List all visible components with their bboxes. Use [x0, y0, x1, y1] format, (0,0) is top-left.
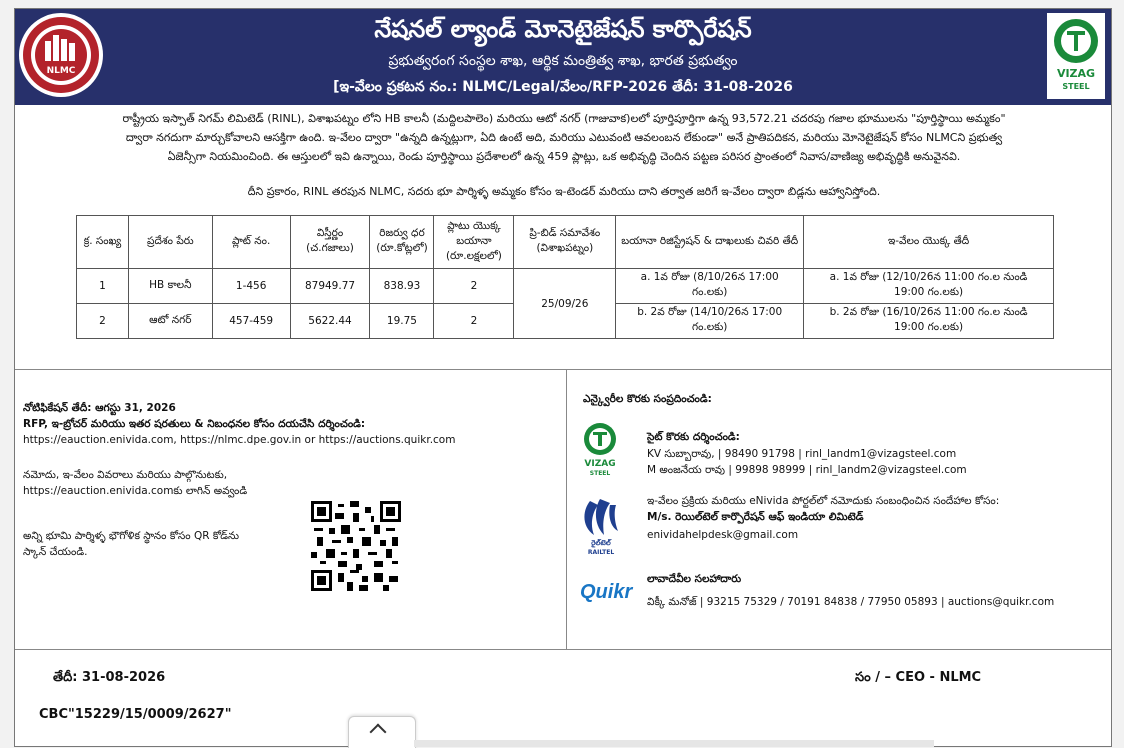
intro-paragraph [27, 109, 1101, 166]
cell-sno: 1 [77, 269, 129, 304]
cell-registration-a [616, 269, 804, 304]
cell-plot: 457-459 [212, 304, 290, 339]
railtel-logo-icon [580, 497, 622, 557]
cell-registration-b [616, 304, 804, 339]
notice-header [15, 9, 1111, 105]
cell-plot: 1-456 [212, 269, 290, 304]
notification-date: నోటిఫికేషన్ తేదీ: ఆగస్టు 31, 2026 [23, 402, 176, 414]
quikr-logo-icon [580, 581, 640, 611]
horizontal-scrollbar[interactable] [414, 740, 934, 747]
qr-code-icon [311, 501, 401, 591]
vizag-small-logo-sub: STEEL [589, 470, 611, 477]
footer-cbc-code: CBC"15229/15/0009/2627" [39, 707, 232, 722]
col-header-area: విస్తీర్ణం (చ.గజాలు) [290, 216, 370, 269]
qr-instruction-2: స్కాన్ చేయండి. [23, 546, 88, 558]
intro-line-2: ద్వారా నగదుగా మార్చుకోవాలని ఆసక్తిగా ఉంది. ఇ-వేలం ద్వారా "ఉన్నది ఉన్నట్లుగా, ఏది ఉంటే అది, మరియు ఎటువంటి ఆవలంబన లేకుండా" అనే ప్రాతిపదికన, మరియు మోనెటైజేషన్ కోసం NLMCని ప్రభుత్వ [125, 131, 1003, 144]
cell-location: HB కాలనీ [128, 269, 212, 304]
cell-auction-a [804, 269, 1054, 304]
rfp-line: RFP, ఇ-బ్రోచర్ మరియు ఇతర షరతులు & నిబంధనల కోసం దయచేసి దర్శించండి: [23, 418, 366, 430]
col-header-auction-date: ఇ-వేలం యొక్క తేదీ [804, 216, 1054, 269]
col-header-sno: క్ర. సంఖ్య [77, 216, 129, 269]
cell-area: 5622.44 [290, 304, 370, 339]
footer-date: తేదీ: 31-08-2026 [53, 670, 166, 685]
cell-sno: 2 [77, 304, 129, 339]
reg-a-line2: గం.లకు) [691, 286, 728, 298]
contact-row-2: M అంజనేయ రావు | 99898 98999 | rinl_landm2@vizagsteel.com [647, 464, 967, 476]
cell-emd: 2 [434, 269, 514, 304]
auc-b-line1: b. 2వ రోజు (16/10/26న 11:00 గం.ల నుండి [829, 306, 1028, 318]
cell-prebid: 25/09/26 [514, 269, 616, 339]
advisor-contact: విక్కీ మనోజ్ | 93215 75329 / 70191 84838 / 77950 05893 | auctions@quikr.com [647, 596, 1055, 608]
auction-links[interactable]: https://eauction.enivida.com, https://nlmc.dpe.gov.in or https://auctions.quikr.com [23, 434, 456, 446]
page-subtitle: ప్రభుత్వరంగ సంస్థల శాఖ, ఆర్థిక మంత్రిత్వ శాఖ, భారత ప్రభుత్వం [388, 53, 738, 69]
scroll-up-button[interactable] [348, 716, 416, 748]
cell-reserve: 838.93 [370, 269, 434, 304]
cell-area: 87949.77 [290, 269, 370, 304]
enquiry-heading: ఎన్క్వైరీల కొరకు సంప్రదించండి: [583, 393, 712, 405]
page-title: నేషనల్ ల్యాండ్ మోనెటైజేషన్ కార్పొరేషన్ [374, 15, 752, 43]
railtel-description: ఇ-వేలం ప్రక్రియ మరియు eNivida పోర్టల్‌లో నమోదుకు సంబంధించిన సందేహాల కోసం: [647, 495, 1000, 507]
vizag-logo-text: VIZAG [1056, 67, 1096, 80]
vizag-steel-small-logo-icon [580, 421, 620, 479]
qr-instruction-1: అన్ని భూమి పార్శిళ్ళ భౌగోళిక స్థానం కోసం QR కోడ్‌ను [23, 530, 240, 542]
section-divider [15, 369, 1111, 370]
chevron-up-icon [370, 724, 387, 741]
auction-notice-page [14, 8, 1112, 747]
footer-divider [15, 649, 1111, 650]
table-header-row [77, 216, 1054, 269]
railtel-logo-label: రైల్‌టెల్ [591, 539, 611, 547]
col-header-registration: బయానా రిజిస్ట్రేషన్ & దాఖలుకు చివరి తేదీ [616, 216, 804, 269]
reg-b-line1: b. 2వ రోజు (14/10/26న 17:00 [637, 306, 783, 318]
site-visit-label: సైట్ కొరకు దర్శించండి: [647, 431, 740, 443]
contact-row-1: KV సుబ్బారావు, | 98490 91798 | rinl_landm1@vizagsteel.com [647, 448, 957, 460]
nlmc-logo-text: NLMC [46, 66, 76, 76]
reg-a-line1: a. 1వ రోజు (8/10/26న 17:00 [640, 271, 779, 283]
cell-emd: 2 [434, 304, 514, 339]
advisor-title: లావాదేవీల సలహాదారు [647, 573, 742, 585]
cell-reserve: 19.75 [370, 304, 434, 339]
railtel-org: M/s. రెయిల్‌టెల్ కార్పొరేషన్ ఆఫ్ ఇండియా లిమిటెడ్ [647, 511, 864, 523]
intro-line-3: ఏజెన్సీగా నియమించింది. ఈ ఆస్తులలో ఇవి ఉన్నాయి, రెండు పూర్తిస్థాయి ప్రదేశాలలో ఉన్న 459 ప్లాట్లు, ఒక అభివృద్ధి చెందిన పట్టణ పరిసర ప్రాంతంలో నివాస/వాణిజ్య అభివృద్ధికి అనువైనవి. [167, 150, 961, 163]
enivida-login-link[interactable]: https://eauction.enivida.comకు లాగిన్ అవ్వండి [23, 485, 248, 497]
vizag-small-logo-text: VIZAG [584, 459, 616, 469]
reg-b-line2: గం.లకు) [691, 321, 728, 333]
intro-line-1: రాష్ట్రీయ ఇస్పాత్ నిగమ్ లిమిటెడ్ (RINL), విశాఖపట్నం లోని HB కాలనీ (మద్దిలపాలెం) మరియు ఆటో నగర్ (గాజువాక)లలో పూర్తిపూర్తిగా ఉన్న 93,572.21 చదరపు గజాల భూములను "పూర్తిస్థాయి అమ్మకం" [122, 112, 1006, 125]
col-header-reserve: రిజర్వు ధర (రూ.కోట్లలో) [370, 216, 434, 269]
col-header-location: ప్రదేశం పేరు [128, 216, 212, 269]
railtel-logo-sub: RAILTEL [587, 549, 615, 556]
table-row [77, 269, 1054, 304]
auc-a-line1: a. 1వ రోజు (12/10/26న 11:00 గం.ల నుండి [829, 271, 1028, 283]
plots-table [76, 215, 1054, 339]
auc-a-line2: 19:00 గం.లకు) [894, 286, 964, 298]
notice-number: [ఇ-వేలం ప్రకటన నం.: NLMC/Legal/వేలం/RFP-2026 తేదీ: 31-08-2026 [333, 79, 793, 95]
cell-location: ఆటో నగర్ [128, 304, 212, 339]
auc-b-line2: 19:00 గం.లకు) [894, 321, 964, 333]
col-header-plot: ప్లాట్ నం. [212, 216, 290, 269]
intro-line-4: దీని ప్రకారం, RINL తరపున NLMC, సదరు భూ పార్శిళ్ళ అమ్మకం కోసం ఇ-టెండర్ మరియు దాని తర్వాత జరిగే ఇ-వేలం ద్వారా బిడ్లను ఆహ్వానిస్తోంది. [247, 185, 881, 198]
vizag-steel-logo-icon [1047, 13, 1105, 99]
quikr-logo-text: Quikr [580, 581, 633, 603]
column-divider [566, 369, 567, 649]
footer-signatory: సం / – CEO - NLMC [855, 670, 982, 685]
railtel-email: enividahelpdesk@gmail.com [647, 529, 799, 541]
col-header-prebid: ప్రి-బిడ్ సమావేశం (విశాఖపట్నం) [514, 216, 616, 269]
cell-auction-b [804, 304, 1054, 339]
register-line: నమోదు, ఇ-వేలం వివరాలు మరియు పాల్గొనుటకు, [23, 469, 228, 481]
vizag-logo-sub: STEEL [1062, 82, 1090, 91]
col-header-emd: ప్లాటు యొక్క బయానా (రూ.లక్షలలో) [434, 216, 514, 269]
